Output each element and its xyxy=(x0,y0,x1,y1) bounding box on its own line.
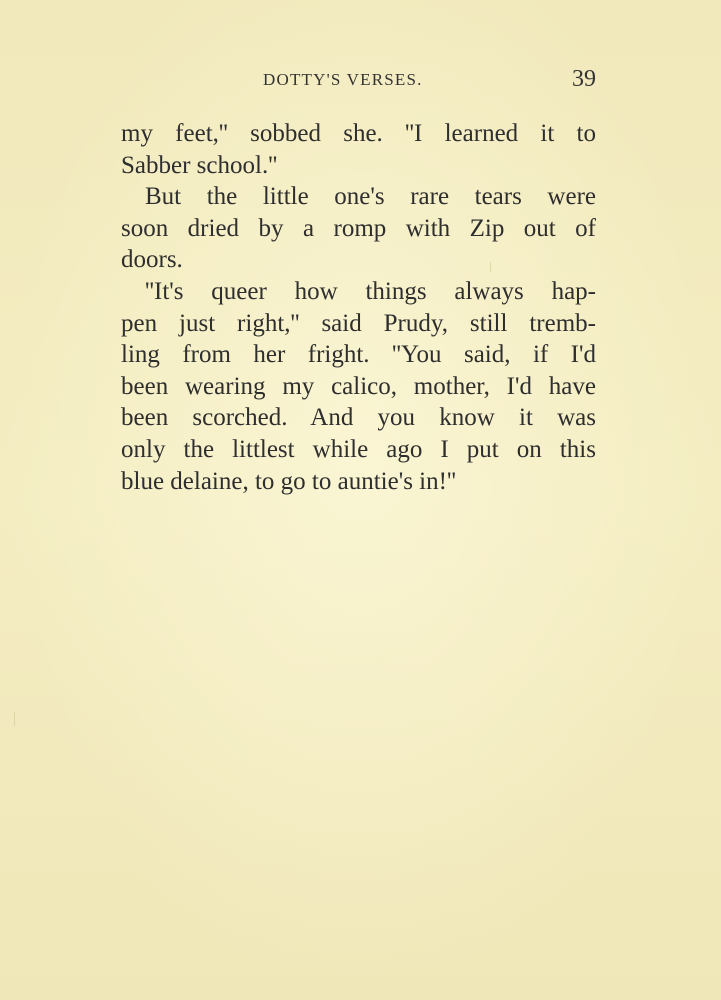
running-head xyxy=(0,66,721,96)
paper-speck xyxy=(14,712,15,726)
paper-speck xyxy=(490,262,491,272)
page-number: 39 xyxy=(572,66,596,92)
text-line: ling from her fright. ''You said, if I'd xyxy=(121,341,596,369)
text-line: my feet,'' sobbed she. ''I learned it to xyxy=(121,120,596,147)
text-line: blue delaine, to go to auntie's in!'' xyxy=(121,467,456,495)
body-text xyxy=(121,118,596,497)
running-title: DOTTY'S VERSES. xyxy=(263,70,423,89)
text-line: pen just right,'' said Prudy, still tremb- xyxy=(121,309,596,337)
text-line: doors. xyxy=(121,246,183,274)
text-line: been scorched. And you know it was xyxy=(121,404,596,432)
text-line: been wearing my calico, mother, I'd have xyxy=(121,372,596,400)
text-line: soon dried by a romp with Zip out of xyxy=(121,214,596,242)
text-line: But the little one's rare tears were xyxy=(145,183,596,211)
text-line: Sabber school.'' xyxy=(121,151,278,179)
text-line: only the littlest while ago I put on this xyxy=(121,435,596,463)
text-line: ''It's queer how things always hap- xyxy=(145,277,596,305)
